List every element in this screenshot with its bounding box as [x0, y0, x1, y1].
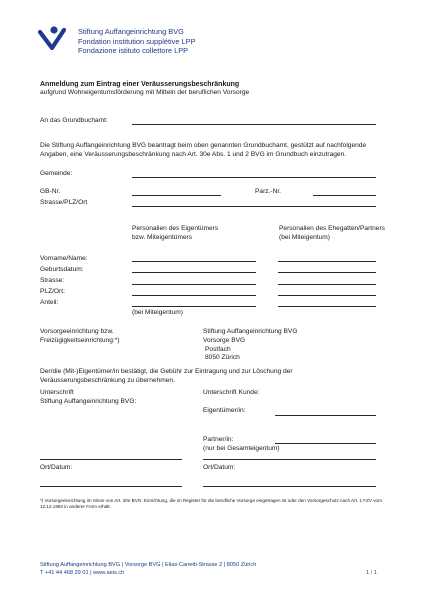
form-subtitle: aufgrund Wohneigentumsförderung mit Mitteln der beruflichen Vorsorge [40, 89, 250, 96]
anteil-note: (bei Miteigentum) [132, 309, 183, 316]
partner-signature-label: Partner/in: (nur bei Gesamteigentum) [203, 436, 280, 452]
partner-signature-field[interactable] [275, 443, 376, 444]
gb-nr-label: GB-Nr. [40, 188, 61, 195]
parz-nr-field[interactable] [313, 195, 376, 196]
signature-customer-label: Unterschrift Kunde: [203, 389, 260, 396]
owner-anteil-field[interactable] [132, 306, 256, 307]
eigentuemer-label: Eigentümer/in: [203, 407, 246, 414]
vorsorge-address: Stiftung Auffangeinrichtung BVG Vorsorge BVG Postfach 8050 Zürich [203, 328, 298, 362]
strasse-plz-ort-field[interactable] [132, 206, 376, 207]
partner-street-field[interactable] [278, 284, 376, 285]
foundation-signature-field[interactable] [40, 459, 182, 460]
consent-paragraph: Der/die (Mit-)Eigentümer/in bestätigt, die Gebühr zur Eintragung und zur Löschung der Veräusserungsbeschränkung zu übernehmen. [40, 368, 293, 384]
plz-ort-label: PLZ/Ort: [40, 288, 65, 295]
footer-address: Stiftung Auffangeinrichtung BVG | Vorsorge BVG | Elias-Canetti-Strasse 2 | 8050 Zürich [40, 562, 257, 568]
owner-name-field[interactable] [132, 261, 256, 262]
ort-datum-left-field[interactable] [40, 486, 182, 487]
parz-nr-label: Parz.-Nr. [255, 188, 282, 195]
partner-column-header: Personalien des Ehegatten/Partners (bei Miteigentum) [279, 225, 385, 241]
organization-name: Stiftung Auffangeinrichtung BVG Fondation institution supplétive LPP Fondazione istituto collettore LPP [78, 27, 196, 55]
strasse-label: Strasse: [40, 277, 65, 284]
footnote: *) Vorsorgeeinrichtung im Sinne von Art. 30e BVG: Einrichtung, die im Register für die berufliche Vorsorge eingetragen ist oder den Vorsorgeschutz nach Art. 1 FZV vom 12.12.1993 in anderer Form erhält. [40, 498, 382, 510]
anteil-label: Anteil: [40, 299, 59, 306]
owner-birthdate-field[interactable] [132, 272, 256, 273]
form-title: Anmeldung zum Eintrag einer Veräusserungsbeschränkung [40, 81, 240, 88]
page-number: 1 / 1 [366, 570, 377, 576]
owner-plz-ort-field[interactable] [132, 295, 256, 296]
addressee-field[interactable] [132, 124, 376, 125]
foundation-logo-icon [38, 26, 70, 50]
customer-signature-divider [203, 459, 376, 460]
gemeinde-label: Gemeinde: [40, 170, 73, 177]
ort-datum-right-label: Ort/Datum: [203, 464, 236, 471]
eigentuemer-signature-field[interactable] [275, 415, 376, 416]
gb-nr-field[interactable] [132, 195, 221, 196]
partner-plz-ort-field[interactable] [278, 295, 376, 296]
vorsorge-label: Vorsorgeeinrichtung bzw. Freizügigkeitseinrichtung:*) [40, 328, 120, 344]
strasse-plz-ort-label: Strasse/PLZ/Ort [40, 199, 88, 206]
gemeinde-field[interactable] [132, 177, 376, 178]
partner-birthdate-field[interactable] [278, 272, 376, 273]
ort-datum-right-field[interactable] [203, 486, 376, 487]
partner-name-field[interactable] [278, 261, 376, 262]
ort-datum-left-label: Ort/Datum: [40, 464, 73, 471]
addressee-label: An das Grundbuchamt: [40, 117, 108, 124]
intro-paragraph: Die Stiftung Auffangeinrichtung BVG beantragt beim oben genannten Grundbuchamt, gestützt auf nachfolgende Angaben, eine Veräusserungsbeschränkung nach Art. 30e Abs. 1 und 2 BVG im Grundbuch einzutragen. [40, 142, 367, 158]
geburtsdatum-label: Geburtsdatum: [40, 266, 84, 273]
signature-foundation-label: Unterschrift Stiftung Auffangeinrichtung BVG: [40, 389, 137, 405]
owner-street-field[interactable] [132, 284, 256, 285]
partner-anteil-field[interactable] [278, 306, 376, 307]
footer-contact: T +41 44 468 29 01 | www.aeis.ch [40, 570, 125, 576]
owner-column-header: Personalien des Eigentümers bzw. Miteigentümers [132, 225, 219, 241]
vorname-name-label: Vorname/Name: [40, 255, 88, 262]
